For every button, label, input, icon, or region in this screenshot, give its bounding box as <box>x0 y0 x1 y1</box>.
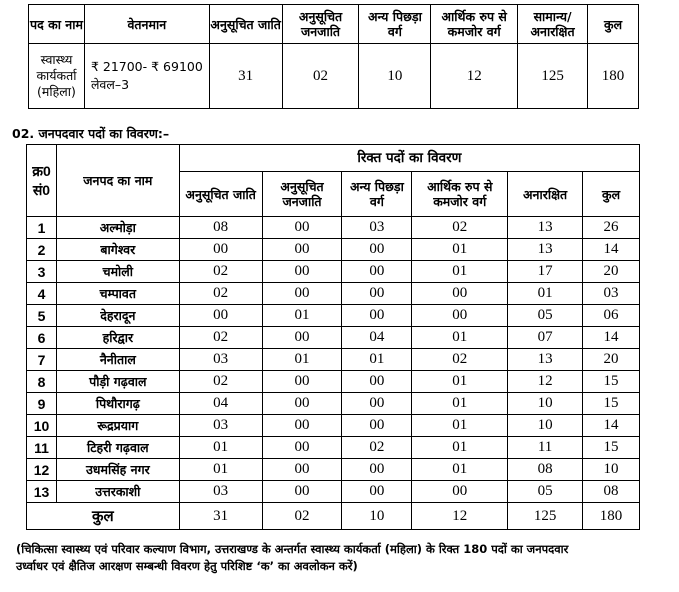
row-value-ews: 01 <box>412 327 508 349</box>
value-sc: 31 <box>209 44 282 109</box>
row-value-obc: 00 <box>342 305 412 327</box>
row-value-sc: 00 <box>179 239 262 261</box>
row-serial: 1 <box>27 217 57 239</box>
row-district-name: अल्मोड़ा <box>56 217 179 239</box>
subheader-sc: अनुसूचित जाति <box>179 172 262 217</box>
row-value-st: 01 <box>262 305 342 327</box>
row-district-name: बागेश्वर <box>56 239 179 261</box>
row-value-total: 14 <box>583 415 640 437</box>
row-value-obc: 02 <box>342 437 412 459</box>
row-value-sc: 02 <box>179 283 262 305</box>
row-serial: 11 <box>27 437 57 459</box>
district-table-body <box>27 217 640 503</box>
subheader-obc: अन्य पिछड़ा वर्ग <box>342 172 412 217</box>
row-value-unreserved: 11 <box>508 437 583 459</box>
row-value-st: 00 <box>262 481 342 503</box>
row-value-obc: 00 <box>342 393 412 415</box>
row-value-sc: 08 <box>179 217 262 239</box>
row-value-unreserved: 17 <box>508 261 583 283</box>
row-value-total: 06 <box>583 305 640 327</box>
total-unreserved: 125 <box>508 503 583 530</box>
header-obc: अन्य पिछड़ा वर्ग <box>359 5 431 44</box>
header-vacancy-details: रिक्त पदों का विवरण <box>179 145 639 172</box>
row-value-total: 14 <box>583 327 640 349</box>
row-serial: 12 <box>27 459 57 481</box>
row-value-obc: 00 <box>342 239 412 261</box>
value-general: 125 <box>518 44 588 109</box>
table-row <box>27 305 640 327</box>
row-value-ews: 01 <box>412 261 508 283</box>
row-value-sc: 03 <box>179 349 262 371</box>
post-name-line3: (महिला) <box>37 84 76 99</box>
header-district-name: जनपद का नाम <box>56 145 179 217</box>
row-value-ews: 00 <box>412 305 508 327</box>
row-value-unreserved: 13 <box>508 217 583 239</box>
total-label: कुल <box>27 503 180 530</box>
row-value-total: 20 <box>583 349 640 371</box>
total-obc: 10 <box>342 503 412 530</box>
row-value-ews: 01 <box>412 393 508 415</box>
row-district-name: टिहरी गढ़वाल <box>56 437 179 459</box>
header-serial-line2: सं0 <box>32 181 51 198</box>
row-serial: 8 <box>27 371 57 393</box>
row-serial: 4 <box>27 283 57 305</box>
row-value-unreserved: 10 <box>508 393 583 415</box>
table-row <box>27 239 640 261</box>
post-name-line1: स्वास्थ्य <box>40 52 73 67</box>
row-value-st: 00 <box>262 327 342 349</box>
post-name-cell <box>29 44 85 109</box>
row-district-name: नैनीताल <box>56 349 179 371</box>
row-value-st: 00 <box>262 217 342 239</box>
table-row <box>27 261 640 283</box>
row-value-ews: 01 <box>412 437 508 459</box>
row-value-unreserved: 12 <box>508 371 583 393</box>
row-value-st: 00 <box>262 371 342 393</box>
header-post-name: पद का नाम <box>29 5 85 44</box>
row-value-total: 08 <box>583 481 640 503</box>
row-serial: 3 <box>27 261 57 283</box>
row-district-name: उधमसिंह नगर <box>56 459 179 481</box>
total-st: 02 <box>262 503 342 530</box>
row-value-sc: 03 <box>179 481 262 503</box>
total-ews: 12 <box>412 503 508 530</box>
post-name-line2: कार्यकर्ता <box>36 68 77 83</box>
row-value-total: 20 <box>583 261 640 283</box>
table-row <box>27 393 640 415</box>
row-value-obc: 00 <box>342 283 412 305</box>
row-value-total: 15 <box>583 437 640 459</box>
row-value-total: 14 <box>583 239 640 261</box>
table-row <box>27 283 640 305</box>
row-value-st: 00 <box>262 415 342 437</box>
pay-scale-cell <box>84 44 209 109</box>
table-row <box>27 481 640 503</box>
row-value-sc: 00 <box>179 305 262 327</box>
row-serial: 2 <box>27 239 57 261</box>
row-value-st: 00 <box>262 239 342 261</box>
subheader-st: अनुसूचित जनजाति <box>262 172 342 217</box>
total-total: 180 <box>583 503 640 530</box>
row-district-name: पिथौरागढ़ <box>56 393 179 415</box>
row-district-name: चम्पावत <box>56 283 179 305</box>
pay-scale-line2: लेवल–3 <box>90 77 130 92</box>
row-value-ews: 00 <box>412 481 508 503</box>
row-value-obc: 04 <box>342 327 412 349</box>
header-st: अनुसूचित जनजाति <box>282 5 359 44</box>
row-serial: 9 <box>27 393 57 415</box>
footnote <box>16 541 656 575</box>
row-value-sc: 01 <box>179 459 262 481</box>
row-serial: 6 <box>27 327 57 349</box>
row-value-unreserved: 10 <box>508 415 583 437</box>
section-title: 02. जनपदवार पदों का विवरण:– <box>12 126 170 141</box>
row-value-sc: 03 <box>179 415 262 437</box>
row-value-obc: 00 <box>342 371 412 393</box>
row-value-unreserved: 13 <box>508 239 583 261</box>
row-value-total: 15 <box>583 393 640 415</box>
row-value-st: 00 <box>262 459 342 481</box>
row-district-name: चमोली <box>56 261 179 283</box>
row-value-obc: 01 <box>342 349 412 371</box>
post-summary-data-row <box>29 44 639 109</box>
row-value-obc: 00 <box>342 261 412 283</box>
header-general: सामान्य/ अनारक्षित <box>518 5 588 44</box>
row-value-obc: 00 <box>342 415 412 437</box>
row-value-unreserved: 01 <box>508 283 583 305</box>
row-value-ews: 02 <box>412 349 508 371</box>
row-value-st: 00 <box>262 261 342 283</box>
header-total: कुल <box>588 5 639 44</box>
table-row <box>27 349 640 371</box>
subheader-unreserved: अनारक्षित <box>508 172 583 217</box>
row-value-ews: 01 <box>412 459 508 481</box>
row-serial: 10 <box>27 415 57 437</box>
header-pay-scale: वेतनमान <box>84 5 209 44</box>
row-value-ews: 02 <box>412 217 508 239</box>
district-table <box>26 144 640 530</box>
row-value-ews: 00 <box>412 283 508 305</box>
row-value-total: 15 <box>583 371 640 393</box>
row-value-sc: 04 <box>179 393 262 415</box>
row-district-name: देहरादून <box>56 305 179 327</box>
table-row <box>27 415 640 437</box>
district-header-row-1 <box>27 145 640 172</box>
header-sc: अनुसूचित जाति <box>209 5 282 44</box>
header-ews: आर्थिक रुप से कमजोर वर्ग <box>431 5 518 44</box>
row-district-name: पौड़ी गढ़वाल <box>56 371 179 393</box>
header-serial-line1: क्र0 <box>32 162 51 179</box>
row-district-name: रूद्रप्रयाग <box>56 415 179 437</box>
total-sc: 31 <box>179 503 262 530</box>
row-value-st: 00 <box>262 437 342 459</box>
table-row <box>27 217 640 239</box>
row-district-name: उत्तरकाशी <box>56 481 179 503</box>
row-value-st: 01 <box>262 349 342 371</box>
row-value-ews: 01 <box>412 371 508 393</box>
subheader-total: कुल <box>583 172 640 217</box>
row-value-unreserved: 05 <box>508 305 583 327</box>
row-value-unreserved: 08 <box>508 459 583 481</box>
post-summary-table <box>28 4 639 109</box>
subheader-ews: आर्थिक रुप से कमजोर वर्ग <box>412 172 508 217</box>
footnote-line2: उर्ध्वाधर एवं क्षैतिज आरक्षण सम्बन्धी विवरण हेतु परिशिष्ट ‘क’ का अवलोकन करें) <box>16 559 358 573</box>
row-value-obc: 00 <box>342 459 412 481</box>
row-value-obc: 00 <box>342 481 412 503</box>
post-summary-header-row <box>29 5 639 44</box>
row-value-sc: 02 <box>179 261 262 283</box>
row-value-obc: 03 <box>342 217 412 239</box>
row-serial: 5 <box>27 305 57 327</box>
header-serial <box>27 145 57 217</box>
row-value-unreserved: 13 <box>508 349 583 371</box>
table-row <box>27 371 640 393</box>
row-value-total: 10 <box>583 459 640 481</box>
table-row <box>27 327 640 349</box>
row-value-ews: 01 <box>412 415 508 437</box>
row-value-unreserved: 07 <box>508 327 583 349</box>
row-value-st: 00 <box>262 283 342 305</box>
table-row <box>27 437 640 459</box>
row-serial: 7 <box>27 349 57 371</box>
row-serial: 13 <box>27 481 57 503</box>
row-value-sc: 02 <box>179 371 262 393</box>
row-value-total: 26 <box>583 217 640 239</box>
row-district-name: हरिद्वार <box>56 327 179 349</box>
footnote-line1: (चिकित्सा स्वास्थ्य एवं परिवार कल्याण विभाग, उत्तराखण्ड के अन्तर्गत स्वास्थ्य कार्यकर्ता (महिला) के रिक्त 180 पदों का जनपदवार <box>16 542 569 556</box>
value-total: 180 <box>588 44 639 109</box>
row-value-unreserved: 05 <box>508 481 583 503</box>
value-obc: 10 <box>359 44 431 109</box>
row-value-sc: 02 <box>179 327 262 349</box>
table-row <box>27 459 640 481</box>
row-value-total: 03 <box>583 283 640 305</box>
row-value-ews: 01 <box>412 239 508 261</box>
total-row <box>27 503 640 530</box>
pay-scale-line1: ₹ 21700- ₹ 69100 <box>90 59 203 74</box>
row-value-st: 00 <box>262 393 342 415</box>
value-st: 02 <box>282 44 359 109</box>
value-ews: 12 <box>431 44 518 109</box>
row-value-sc: 01 <box>179 437 262 459</box>
